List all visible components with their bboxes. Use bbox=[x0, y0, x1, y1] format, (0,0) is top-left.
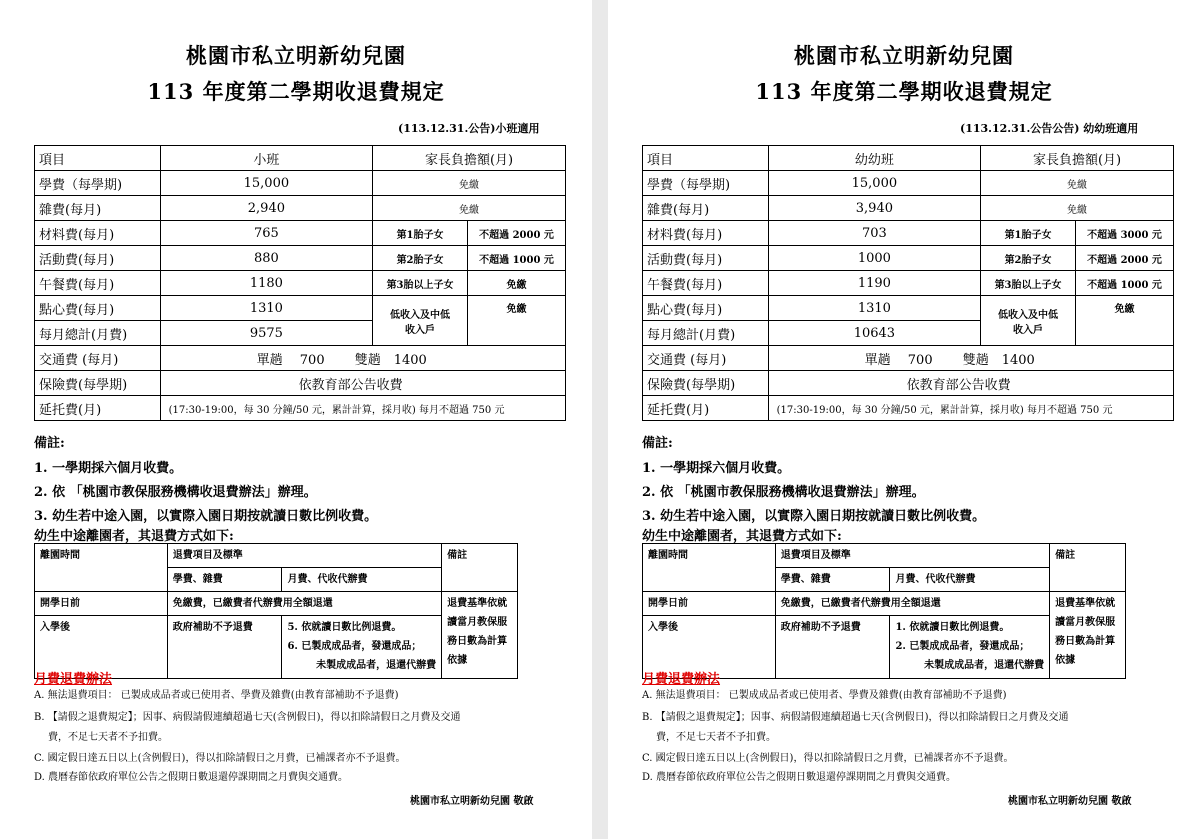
wd-before-value: 免繳費，已繳費者代辦費用全額退還 bbox=[167, 592, 441, 616]
row-label: 每月總計(月費) bbox=[35, 321, 161, 346]
low-income-tier bbox=[373, 296, 468, 346]
row-label: 點心費(每月) bbox=[35, 296, 161, 321]
notice-date: (113.12.31.公告)小班適用 bbox=[398, 122, 540, 135]
low-income-line1: 低收入及中低 bbox=[998, 309, 1059, 321]
delay-value: (17:30-19:00，每 30 分鐘/50 元，累計計算，採月收) 每月不超過 750 元 bbox=[768, 396, 1173, 421]
wd-time-header: 離園時間 bbox=[35, 544, 168, 592]
low-income-line2: 收入戶 bbox=[1013, 324, 1044, 336]
wd-after-label: 入學後 bbox=[643, 616, 776, 679]
child-amount: 不超過 2000 元 bbox=[1076, 246, 1174, 271]
row-label: 點心費(每月) bbox=[643, 296, 769, 321]
wd-after-line1: 1. 依就讀日數比例退費。 bbox=[895, 622, 1010, 633]
wd-after-monthly bbox=[282, 616, 442, 679]
wd-after-line1: 5. 依就讀日數比例退費。 bbox=[287, 622, 402, 633]
header-parent: 家長負擔額(月) bbox=[373, 146, 566, 171]
child-amount: 免繳 bbox=[468, 271, 566, 296]
wd-note-header: 備註 bbox=[442, 544, 518, 592]
header-class: 幼幼班 bbox=[768, 146, 980, 171]
signature: 桃園市私立明新幼兒園 敬啟 bbox=[1008, 796, 1132, 807]
monthly-refund-heading: 月費退費辦法 bbox=[642, 672, 721, 687]
wd-after-label: 入學後 bbox=[35, 616, 168, 679]
row-label: 保險費(每學期) bbox=[35, 371, 161, 396]
monthly-rule-c: C. 國定假日達五日以上(含例假日)，得以扣除請假日之月費，已補課者亦不予退費。 bbox=[642, 753, 1014, 764]
low-income-line2: 收入戶 bbox=[405, 324, 436, 336]
child-amount: 不超過 2000 元 bbox=[468, 221, 566, 246]
page-title: 桃園市私立明新幼兒園 bbox=[794, 43, 1014, 68]
row-label: 交通費 (每月) bbox=[35, 346, 161, 371]
row-label: 雜費(每月) bbox=[643, 196, 769, 221]
wd-before-value: 免繳費，已繳費者代辦費用全額退還 bbox=[775, 592, 1049, 616]
row-value: 3,940 bbox=[768, 196, 980, 221]
delay-value: (17:30-19:00，每 30 分鐘/50 元，累計計算，採月收) 每月不超過 750 元 bbox=[160, 396, 565, 421]
wd-note-header: 備註 bbox=[1050, 544, 1126, 592]
wd-remark: 退費基準依就讀當月教保服務日數為計算依據 bbox=[442, 592, 518, 679]
row-value: 880 bbox=[160, 246, 372, 271]
child-amount: 不超過 3000 元 bbox=[1076, 221, 1174, 246]
wd-monthly-header: 月費、代收代辦費 bbox=[282, 568, 442, 592]
child-tier: 第2胎子女 bbox=[373, 246, 468, 271]
row-label: 學費（每學期) bbox=[35, 171, 161, 196]
row-label: 活動費(每月) bbox=[643, 246, 769, 271]
row-label: 學費（每學期) bbox=[643, 171, 769, 196]
monthly-rule-d: D. 農曆春節依政府單位公告之假期日數退還停課期間之月費與交通費。 bbox=[34, 772, 349, 783]
wd-after-line2: 2. 已製成成品者，發還成品； bbox=[895, 641, 1030, 652]
page-subtitle: 113 年度第二學期收退費規定 bbox=[147, 79, 445, 104]
page-subtitle: 113 年度第二學期收退費規定 bbox=[755, 79, 1053, 104]
rule-4: 幼生中途離園者，其退費方式如下: bbox=[34, 529, 234, 544]
child-tier: 第2胎子女 bbox=[981, 246, 1076, 271]
row-value: 1000 bbox=[768, 246, 980, 271]
rule-2: 2. 依 「桃園市教保服務機構收退費辦法」辦理。 bbox=[34, 485, 317, 500]
monthly-rule-b: B. 【請假之退費規定】；因事、病假請假連續超過七天(含例假日)，得以扣除請假日之月費及交通 bbox=[34, 712, 461, 723]
row-label: 材料費(每月) bbox=[643, 221, 769, 246]
child-amount: 不超過 1000 元 bbox=[1076, 271, 1174, 296]
row-label: 材料費(每月) bbox=[35, 221, 161, 246]
fee-table bbox=[642, 145, 1174, 421]
row-label: 午餐費(每月) bbox=[35, 271, 161, 296]
page-title: 桃園市私立明新幼兒園 bbox=[186, 43, 406, 68]
wd-after-line3: 未製成成品者，退還代辦費 bbox=[316, 660, 437, 671]
row-label: 延托費(月) bbox=[35, 396, 161, 421]
low-income-amount: 免繳 bbox=[1076, 296, 1174, 346]
fee-table bbox=[34, 145, 566, 421]
row-label: 延托費(月) bbox=[643, 396, 769, 421]
wd-items-header: 退費項目及標準 bbox=[167, 544, 441, 568]
transport-value: 單趟 700 雙趟 1400 bbox=[160, 346, 565, 371]
rule-1: 1. 一學期採六個月收費。 bbox=[34, 461, 183, 476]
row-value: 2,940 bbox=[160, 196, 372, 221]
monthly-rule-b: B. 【請假之退費規定】；因事、病假請假連續超過七天(含例假日)，得以扣除請假日之月費及交通 bbox=[642, 712, 1069, 723]
header-item: 項目 bbox=[643, 146, 769, 171]
monthly-rule-c: C. 國定假日達五日以上(含例假日)，得以扣除請假日之月費，已補課者亦不予退費。 bbox=[34, 753, 406, 764]
wd-after-tuition: 政府補助不予退費 bbox=[167, 616, 282, 679]
child-amount: 不超過 1000 元 bbox=[468, 246, 566, 271]
document-page-1 bbox=[0, 0, 592, 839]
wd-items-header: 退費項目及標準 bbox=[775, 544, 1049, 568]
row-value: 1310 bbox=[160, 296, 372, 321]
monthly-rule-a: A. 無法退費項目： 已製成成品者或已使用者、學費及雜費(由教育部補助不予退費) bbox=[642, 690, 1007, 701]
rule-3: 3. 幼生若中途入園，以實際入園日期按就讀日數比例收費。 bbox=[642, 509, 986, 524]
header-class: 小班 bbox=[160, 146, 372, 171]
wd-after-line2: 6. 已製成成品者，發還成品； bbox=[287, 641, 422, 652]
monthly-rule-a: A. 無法退費項目： 已製成成品者或已使用者、學費及雜費(由教育部補助不予退費) bbox=[34, 690, 399, 701]
row-label: 交通費 (每月) bbox=[643, 346, 769, 371]
notes-heading: 備註: bbox=[642, 436, 673, 451]
row-label: 午餐費(每月) bbox=[643, 271, 769, 296]
row-value: 703 bbox=[768, 221, 980, 246]
notes-heading: 備註: bbox=[34, 436, 65, 451]
insurance-value: 依教育部公告收費 bbox=[160, 371, 565, 396]
row-value: 15,000 bbox=[160, 171, 372, 196]
wd-monthly-header: 月費、代收代辦費 bbox=[890, 568, 1050, 592]
wd-tuition-header: 學費、雜費 bbox=[775, 568, 890, 592]
signature: 桃園市私立明新幼兒園 敬啟 bbox=[410, 796, 534, 807]
rule-4: 幼生中途離園者，其退費方式如下: bbox=[642, 529, 842, 544]
low-income-amount: 免繳 bbox=[468, 296, 566, 346]
monthly-rule-b-cont: 費，不足七天者不予扣費。 bbox=[48, 732, 168, 743]
withdrawal-table bbox=[642, 543, 1126, 679]
header-item: 項目 bbox=[35, 146, 161, 171]
child-tier: 第1胎子女 bbox=[981, 221, 1076, 246]
monthly-rule-d: D. 農曆春節依政府單位公告之假期日數退還停課期間之月費與交通費。 bbox=[642, 772, 957, 783]
child-tier: 第3胎以上子女 bbox=[373, 271, 468, 296]
monthly-rule-b-cont: 費，不足七天者不予扣費。 bbox=[656, 732, 776, 743]
wd-before-label: 開學日前 bbox=[643, 592, 776, 616]
rule-3: 3. 幼生若中途入園，以實際入園日期按就讀日數比例收費。 bbox=[34, 509, 378, 524]
notice-date: (113.12.31.公告公告) 幼幼班適用 bbox=[960, 122, 1139, 135]
low-income-tier bbox=[981, 296, 1076, 346]
free-cell: 免繳 bbox=[981, 171, 1174, 196]
row-value: 1180 bbox=[160, 271, 372, 296]
wd-after-tuition: 政府補助不予退費 bbox=[775, 616, 890, 679]
insurance-value: 依教育部公告收費 bbox=[768, 371, 1173, 396]
row-value: 15,000 bbox=[768, 171, 980, 196]
row-value: 9575 bbox=[160, 321, 372, 346]
row-label: 保險費(每學期) bbox=[643, 371, 769, 396]
rule-1: 1. 一學期採六個月收費。 bbox=[642, 461, 791, 476]
wd-after-monthly bbox=[890, 616, 1050, 679]
child-tier: 第1胎子女 bbox=[373, 221, 468, 246]
wd-remark: 退費基準依就讀當月教保服務日數為計算依據 bbox=[1050, 592, 1126, 679]
header-parent: 家長負擔額(月) bbox=[981, 146, 1174, 171]
free-cell: 免繳 bbox=[373, 171, 566, 196]
transport-value: 單趟 700 雙趟 1400 bbox=[768, 346, 1173, 371]
row-value: 1190 bbox=[768, 271, 980, 296]
wd-after-line3: 未製成成品者，退還代辦費 bbox=[924, 660, 1045, 671]
free-cell: 免繳 bbox=[373, 196, 566, 221]
monthly-refund-heading: 月費退費辦法 bbox=[34, 672, 113, 687]
document-page-2 bbox=[608, 0, 1200, 839]
low-income-line1: 低收入及中低 bbox=[390, 309, 451, 321]
rule-2: 2. 依 「桃園市教保服務機構收退費辦法」辦理。 bbox=[642, 485, 925, 500]
row-value: 10643 bbox=[768, 321, 980, 346]
wd-before-label: 開學日前 bbox=[35, 592, 168, 616]
row-value: 1310 bbox=[768, 296, 980, 321]
row-value: 765 bbox=[160, 221, 372, 246]
row-label: 活動費(每月) bbox=[35, 246, 161, 271]
child-tier: 第3胎以上子女 bbox=[981, 271, 1076, 296]
withdrawal-table bbox=[34, 543, 518, 679]
wd-time-header: 離園時間 bbox=[643, 544, 776, 592]
row-label: 雜費(每月) bbox=[35, 196, 161, 221]
wd-tuition-header: 學費、雜費 bbox=[167, 568, 282, 592]
row-label: 每月總計(月費) bbox=[643, 321, 769, 346]
free-cell: 免繳 bbox=[981, 196, 1174, 221]
